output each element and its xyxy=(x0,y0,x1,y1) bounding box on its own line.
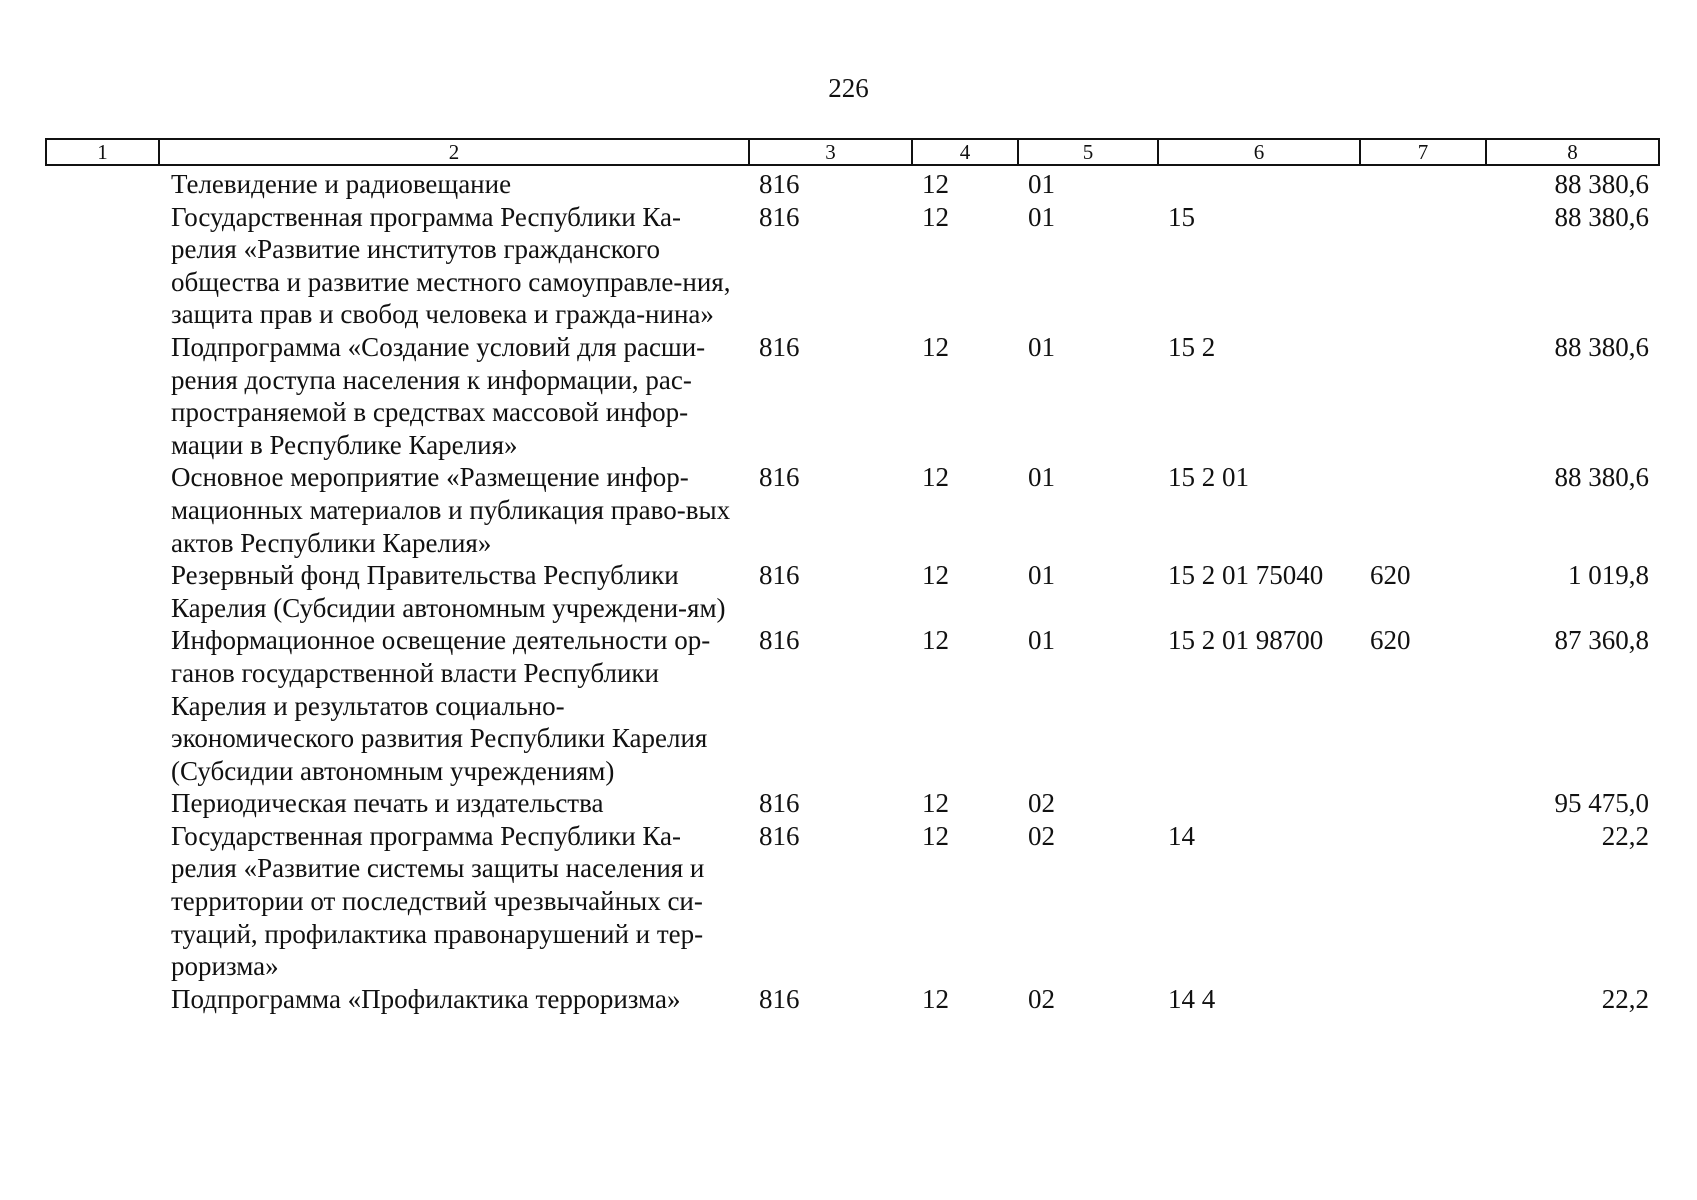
section-cell: 12 xyxy=(922,331,949,362)
amount-cell: 88 380,6 xyxy=(1554,201,1649,232)
amount-cell: 95 475,0 xyxy=(1554,788,1649,819)
row-num-cell xyxy=(46,201,159,331)
expense-type-cell xyxy=(1360,331,1486,461)
expense-type-cell xyxy=(1360,820,1486,983)
amount-cell: 88 380,6 xyxy=(1554,462,1649,493)
subsection-cell: 01 xyxy=(1028,169,1055,199)
section-cell: 12 xyxy=(922,462,949,493)
subsection-cell: 02 xyxy=(1028,983,1055,1014)
col-header-3: 3 xyxy=(749,139,912,165)
table-row xyxy=(46,165,1659,201)
row-num-cell xyxy=(46,461,159,559)
description-cell: Подпрограмма «Профилактика терроризма» xyxy=(171,983,681,1014)
row-num-cell xyxy=(46,165,159,201)
subsection-cell: 01 xyxy=(1028,201,1055,232)
expense-type-cell: 620 xyxy=(1370,625,1411,656)
row-num-cell xyxy=(46,331,159,461)
description-cell: Государственная программа Республики Ка-релия «Развитие институтов гражданского общества и развитие местного самоуправле-ния, защита прав и свобод человека и гражда-нина» xyxy=(171,201,731,330)
expense-type-cell xyxy=(1360,201,1486,331)
col-header-6: 6 xyxy=(1158,139,1360,165)
col-header-7: 7 xyxy=(1360,139,1486,165)
row-num-cell xyxy=(46,820,159,983)
row-num-cell xyxy=(46,624,159,787)
section-cell: 12 xyxy=(922,169,949,199)
subsection-cell: 01 xyxy=(1028,560,1055,591)
table-body xyxy=(46,165,1659,1015)
subsection-cell: 01 xyxy=(1028,625,1055,656)
target-article-cell: 14 xyxy=(1168,820,1195,851)
section-cell: 12 xyxy=(922,201,949,232)
row-num-cell xyxy=(46,787,159,820)
table-row xyxy=(46,983,1659,1016)
ministry-code-cell: 816 xyxy=(759,331,800,362)
ministry-code-cell: 816 xyxy=(759,462,800,493)
description-cell: Телевидение и радиовещание xyxy=(171,169,512,199)
target-article-cell xyxy=(1158,787,1360,820)
description-cell: Подпрограмма «Создание условий для расши-рения доступа населения к информации, рас-пространяемой в средствах массовой инфор-мации в Республике Карелия» xyxy=(171,331,706,460)
amount-cell: 22,2 xyxy=(1601,983,1649,1014)
expense-type-cell xyxy=(1360,165,1486,201)
target-article-cell: 15 2 xyxy=(1168,331,1216,362)
target-article-cell: 15 2 01 xyxy=(1168,462,1249,493)
amount-cell: 22,2 xyxy=(1601,820,1649,851)
table-row xyxy=(46,559,1659,624)
target-article-cell: 15 xyxy=(1168,201,1195,232)
target-article-cell: 14 4 xyxy=(1168,983,1216,1014)
subsection-cell: 02 xyxy=(1028,788,1055,819)
section-cell: 12 xyxy=(922,560,949,591)
expense-type-cell xyxy=(1360,461,1486,559)
col-header-2: 2 xyxy=(159,139,749,165)
subsection-cell: 01 xyxy=(1028,331,1055,362)
col-header-5: 5 xyxy=(1018,139,1158,165)
col-header-4: 4 xyxy=(912,139,1018,165)
table-row xyxy=(46,461,1659,559)
subsection-cell: 01 xyxy=(1028,462,1055,493)
table-row xyxy=(46,820,1659,983)
page-number: 226 xyxy=(828,73,869,103)
target-article-cell: 15 2 01 98700 xyxy=(1168,625,1324,656)
expense-type-cell xyxy=(1360,983,1486,1016)
description-cell: Государственная программа Республики Ка-релия «Развитие системы защиты населения и территории от последствий чрезвычайных си-туаций, профилактика правонарушений и тер-роризма» xyxy=(171,820,705,982)
budget-table xyxy=(45,138,1660,1015)
target-article-cell: 15 2 01 75040 xyxy=(1168,560,1324,591)
table-row xyxy=(46,331,1659,461)
subsection-cell: 02 xyxy=(1028,820,1055,851)
amount-cell: 87 360,8 xyxy=(1554,625,1649,656)
section-cell: 12 xyxy=(922,625,949,656)
description-cell: Резервный фонд Правительства Республики Карелия (Субсидии автономным учреждени-ям) xyxy=(171,560,726,623)
ministry-code-cell: 816 xyxy=(759,560,800,591)
expense-type-cell: 620 xyxy=(1370,560,1411,591)
amount-cell: 1 019,8 xyxy=(1568,560,1649,591)
description-cell: Информационное освещение деятельности ор-ганов государственной власти Республики Карелия и результатов социально-экономического развития Республики Карелия (Субсидии автономным учреждениям) xyxy=(171,625,711,786)
ministry-code-cell: 816 xyxy=(759,788,800,819)
section-cell: 12 xyxy=(922,820,949,851)
column-number-header xyxy=(46,139,1659,165)
table-row xyxy=(46,201,1659,331)
target-article-cell xyxy=(1158,165,1360,201)
row-num-cell xyxy=(46,559,159,624)
section-cell: 12 xyxy=(922,983,949,1014)
ministry-code-cell: 816 xyxy=(759,820,800,851)
description-cell: Основное мероприятие «Размещение инфор-мационных материалов и публикация право-вых актов Республики Карелия» xyxy=(171,462,731,558)
col-header-1: 1 xyxy=(46,139,159,165)
table-row xyxy=(46,787,1659,820)
table-row xyxy=(46,624,1659,787)
amount-cell: 88 380,6 xyxy=(1554,169,1649,199)
col-header-8: 8 xyxy=(1486,139,1659,165)
row-num-cell xyxy=(46,983,159,1016)
section-cell: 12 xyxy=(922,788,949,819)
ministry-code-cell: 816 xyxy=(759,201,800,232)
ministry-code-cell: 816 xyxy=(759,625,800,656)
description-cell: Периодическая печать и издательства xyxy=(171,788,604,819)
ministry-code-cell: 816 xyxy=(759,169,800,199)
ministry-code-cell: 816 xyxy=(759,983,800,1014)
amount-cell: 88 380,6 xyxy=(1554,331,1649,362)
expense-type-cell xyxy=(1360,787,1486,820)
